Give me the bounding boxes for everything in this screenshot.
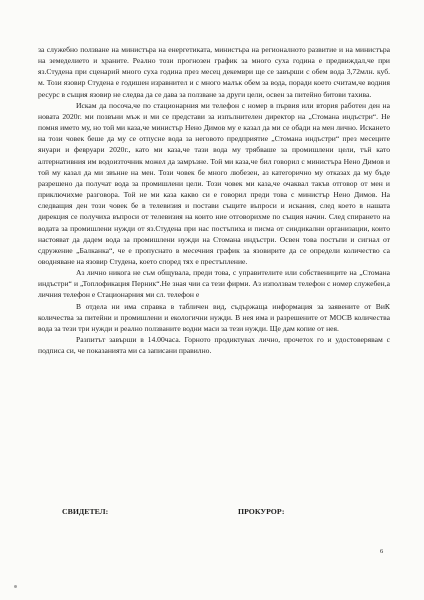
- paragraph-2: Искам да посоча,че по стационарния ми телефон с номер в първия или втория работен ден на новата 2020г. ми позвъни мъж и ми се представи за изпълнителен директор на „Стомана индъстри“. Не помня името му, но той ми каза,че министър Нено Димов му е казал да ми се обади на мен лично. Искането на този човек беше да му се отпусне вода за неговото предприятие „Стомана индъстри“ през месеците януари и февруари 2020г., като ми каза,че тази вода му трябваше за промишлени цели, тъй като алтернативния им водоизточник можел да замръзне. Той ми каза,че бил говорил с министъра Нено Димов и той му казал да ми звънне на мен. Този човек бе много любезен, аз категорично му отказах да му бъде разрешено да получат вода за промишлени цели. Този човек ми каза,че очаквал такъв отговор от мен и приключихме разговора. Той не ми каза какво си е говорил преди това с министър Нено Димов. На следващия ден този човек бе в телевизия и постави същите въпроси и искания, след което в нашата дирекция се получиха въпроси от телевизия на които ние отговорихме по същия начин. След спирането на водата за промишлени нужди от яз.Студена при нас постъпиха и писма от синдикални организации, които настояват да дадем вода за промишлени нужди на Стомана индъстри. Освен това постъпи и сигнал от сдружение „Балканка“, че е пропуснато в месечния график за язовирите да се определи количество са оводняване на язовир Студена, което според тях е престъпление.: [38, 100, 390, 266]
- page-number: 6: [380, 548, 384, 555]
- paragraph-5: Разпитът завърши в 14.00часа. Горното продиктувах лично, прочетох го и удостоверявам с подписа си, че показанията ми са записани правилно.: [38, 335, 390, 356]
- witness-label: СВИДЕТЕЛ:: [62, 507, 109, 516]
- paragraph-3: Аз лично никога не съм общувала, преди това, с управителите или собствениците на „Стомана индъстри“ и „Топлофикация Перник“.Не зная чии са тези фирми. Аз използвам телефон с номер служебен,а личния телефон е Стационарния ми сл. телефон е: [38, 268, 390, 300]
- document-body: [38, 44, 390, 356]
- paragraph-4: В отдела ни има справка в табличен вид, съдържаща информация за заявените от ВиК количества за питейни и промишлени и екологични нужди. В нея има и разрешените от МОСВ количества вода за тези три нужди и реално ползваните водни маси за тези нужди. Ще дам копие от нея.: [38, 301, 390, 333]
- paragraph-1: за служебно ползване на министъра на енергетиката, министъра на регионалното развитие и на министъра на земеделието и храните. Реално този прогнозен график за много суха година е предвиждал,че при яз.Студена при сценарий много суха година през месец декември ще се завърши с обем вода 3,72млн. куб. м. Този язовир Студена е годишен изравнител и с много малък обем за вода, поради което считам,че водния ресурс в същия язовир не следва да се дава за ползване за други цели, освен за питейно битови тахива.: [38, 45, 390, 99]
- scan-dot: [14, 585, 17, 588]
- prosecutor-label: ПРОКУРОР:: [238, 507, 285, 516]
